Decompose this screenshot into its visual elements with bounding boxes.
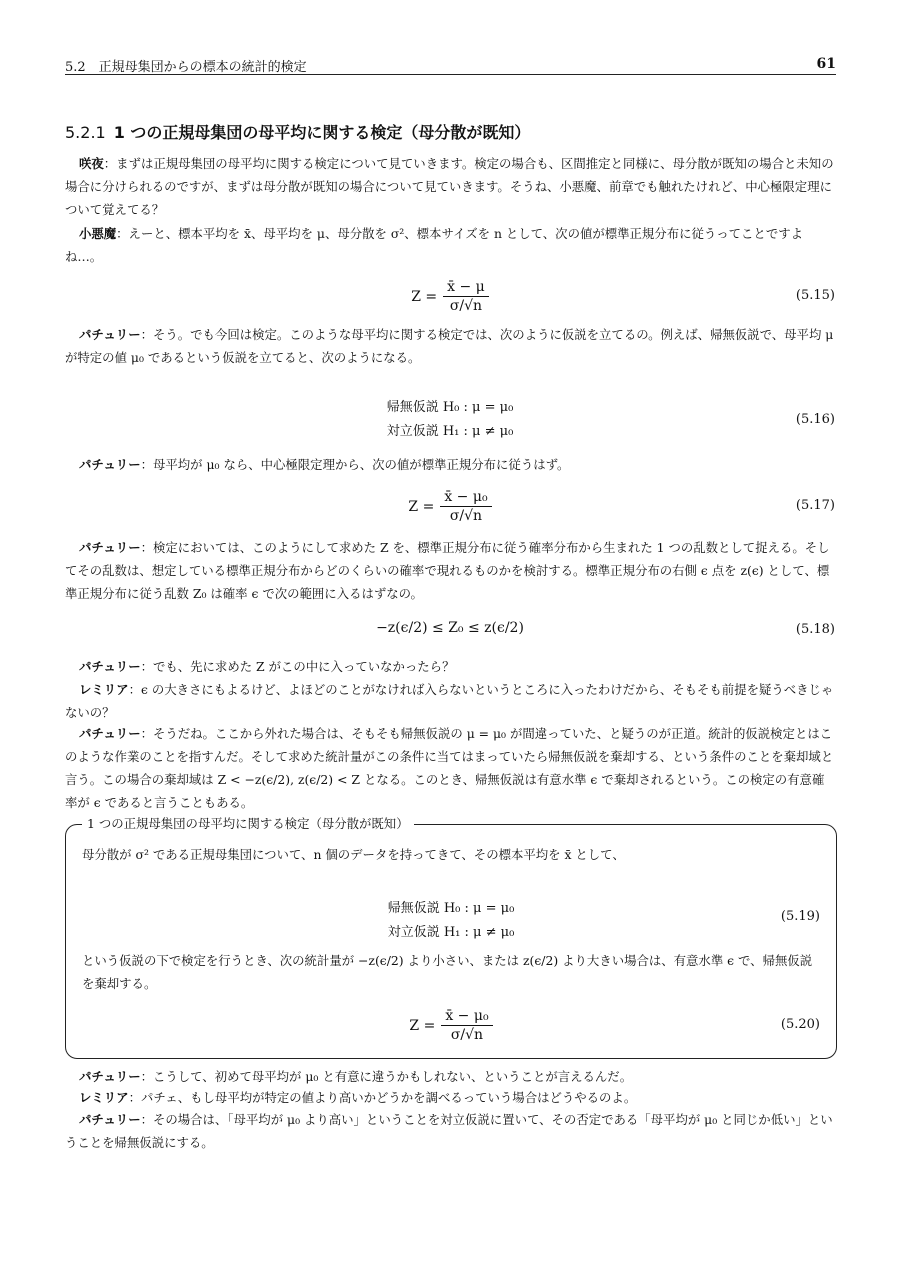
box-text-2: という仮説の下で検定を行うとき、次の統計量が −z(ϵ/2) より小さい、または z(ϵ/2) より大きい場合は、有意水準 ϵ で、帰無仮説を棄却する。 [82,953,813,991]
paragraph-8 [65,722,835,814]
equation-5-16 [65,396,835,446]
equation-5-19 [82,897,820,947]
speaker-name: レミリア [79,682,129,697]
paragraph-4 [65,453,835,476]
paragraph-1 [65,152,835,221]
speaker-name: パチュリー [79,726,141,741]
paragraph-2 [65,222,835,268]
equation-lhs: Z = [409,1017,436,1034]
speaker-name: パチュリー [79,540,141,555]
page-number: 61 [816,56,836,72]
box-title: 1 つの正規母集団の母平均に関する検定（母分散が既知） [82,814,414,832]
paragraph-text: ：母平均が μ₀ なら、中心極限定理から、次の値が標準正規分布に従うはず。 [140,457,570,472]
paragraph-text: ：えーと、標本平均を x̄、母平均を μ、母分散を σ²、標本サイズを n として、次の値が標準正規分布に従うってことですよね…。 [65,226,803,264]
equation-lhs: Z = [408,498,435,515]
paragraph-text: ：検定においては、このようにして求めた Z を、標準正規分布に従う確率分布から生まれた 1 つの乱数として捉える。そしてその乱数は、想定している標準正規分布からどのくらいの確率で現れるものかを検討する。標準正規分布の右側 ϵ 点を z(ϵ) として、標準正規分布に従う乱数 Z₀ は確率 ϵ で次の範囲に入るはずなの。 [65,540,830,601]
fraction [440,488,491,525]
paragraph-3 [65,323,835,369]
fraction-denominator: σ/√n [450,1027,484,1043]
fraction-denominator: σ/√n [449,298,483,314]
equation-5-18 [65,620,835,644]
paragraph-text: ：でも、先に求めた Z がこの中に入っていなかったら？ [140,659,455,674]
paragraph-10 [65,1086,835,1109]
equation-label: (5.19) [780,909,820,924]
equation-5-17 [65,488,835,528]
hypothesis-null: 帰無仮説 H₀ : μ = μ₀ [387,901,515,916]
paragraph-text: ：そうだね。ここから外れた場合は、そもそも帰無仮説の μ = μ₀ が間違っていた、と疑うのが正道。統計的仮説検定とはこのような作業のことを指すんだ。そして求めた統計量がこの条件に当てはまっていたら帰無仮説を棄却する、という条件のことを棄却域と言う。この場合の棄却域は Z < −z(ϵ/2), z(ϵ/2) < Z となる。このとき、帰無仮説は有意水準 ϵ で棄却されるという。この検定の有意確率が ϵ であると言うこともある。 [65,726,834,810]
fraction [441,1007,492,1044]
paragraph-7 [65,678,835,724]
paragraph-6 [65,655,835,678]
equation-label: (5.16) [795,412,835,427]
speaker-name: 咲夜 [79,156,104,171]
equation-5-20 [82,1007,820,1047]
equation-label: (5.18) [795,622,835,637]
paragraph-text: ：まずは正規母集団の母平均に関する検定について見ていきます。検定の場合も、区間推定と同様に、母分散が既知の場合と未知の場合に分けられるのですが、まずは母分散が既知の場合について見ていきます。そうね、小悪魔、前章でも触れたけれど、中心極限定理について覚えてる？ [65,156,834,217]
paragraph-text: ：こうして、初めて母平均が μ₀ と有意に違うかもしれない、ということが言えるんだ。 [140,1069,633,1084]
speaker-name: 小悪魔 [79,226,117,241]
speaker-name: パチュリー [79,1112,141,1127]
fraction-numerator: x̄ − μ₀ [441,1007,492,1026]
equation-lhs: Z = [411,288,438,305]
box-text-1: 母分散が σ² である正規母集団について、n 個のデータを持ってきて、その標本平均を x̄ として、 [82,847,625,862]
fraction [443,278,489,315]
section-heading [65,120,530,143]
speaker-name: レミリア [79,1090,129,1105]
speaker-name: パチュリー [79,659,141,674]
fraction-denominator: σ/√n [449,508,483,524]
equation-label: (5.20) [780,1017,820,1032]
equation-5-15 [65,278,835,318]
paragraph-text: ：その場合は、「母平均が μ₀ より高い」ということを対立仮説に置いて、その否定である「母平均が μ₀ と同じか低い」ということを帰無仮説にする。 [65,1112,833,1150]
hypothesis-alternative: 対立仮説 H₁ : μ ≠ μ₀ [387,925,515,940]
section-number: 5.2.1 [65,123,106,142]
header-section: 5.2 正規母集団からの標本の統計的検定 [65,60,307,75]
equation-label: (5.15) [795,288,835,303]
section-title: 1 つの正規母集団の母平均に関する検定（母分散が既知） [113,123,531,142]
fraction-numerator: x̄ − μ [443,278,489,297]
speaker-name: パチュリー [79,457,141,472]
equation-label: (5.17) [795,498,835,513]
paragraph-text: ：そう。でも今回は検定。このような母平均に関する検定では、次のように仮説を立てるの。例えば、帰無仮説で、母平均 μ が特定の値 μ₀ であるという仮説を立てると、次のようになる。 [65,327,834,365]
hypothesis-alternative: 対立仮説 H₁ : μ ≠ μ₀ [386,424,514,439]
paragraph-11 [65,1108,835,1154]
paragraph-9 [65,1065,835,1088]
fraction-numerator: x̄ − μ₀ [440,488,491,507]
speaker-name: パチュリー [79,327,141,342]
hypothesis-null: 帰無仮説 H₀ : μ = μ₀ [386,400,514,415]
running-header [65,56,836,75]
speaker-name: パチュリー [79,1069,141,1084]
paragraph-text: ：ϵ の大きさにもよるけど、よほどのことがなければ入らないというところに入ったわけだから、そもそも前提を疑うべきじゃないの？ [65,682,834,720]
theorem-box [65,816,837,1059]
paragraph-5 [65,536,835,605]
paragraph-text: ：パチェ、もし母平均が特定の値より高いかどうかを調べるっていう場合はどうやるのよ。 [128,1090,637,1105]
equation-inequality: −z(ϵ/2) ≤ Z₀ ≤ z(ϵ/2) [376,620,524,636]
